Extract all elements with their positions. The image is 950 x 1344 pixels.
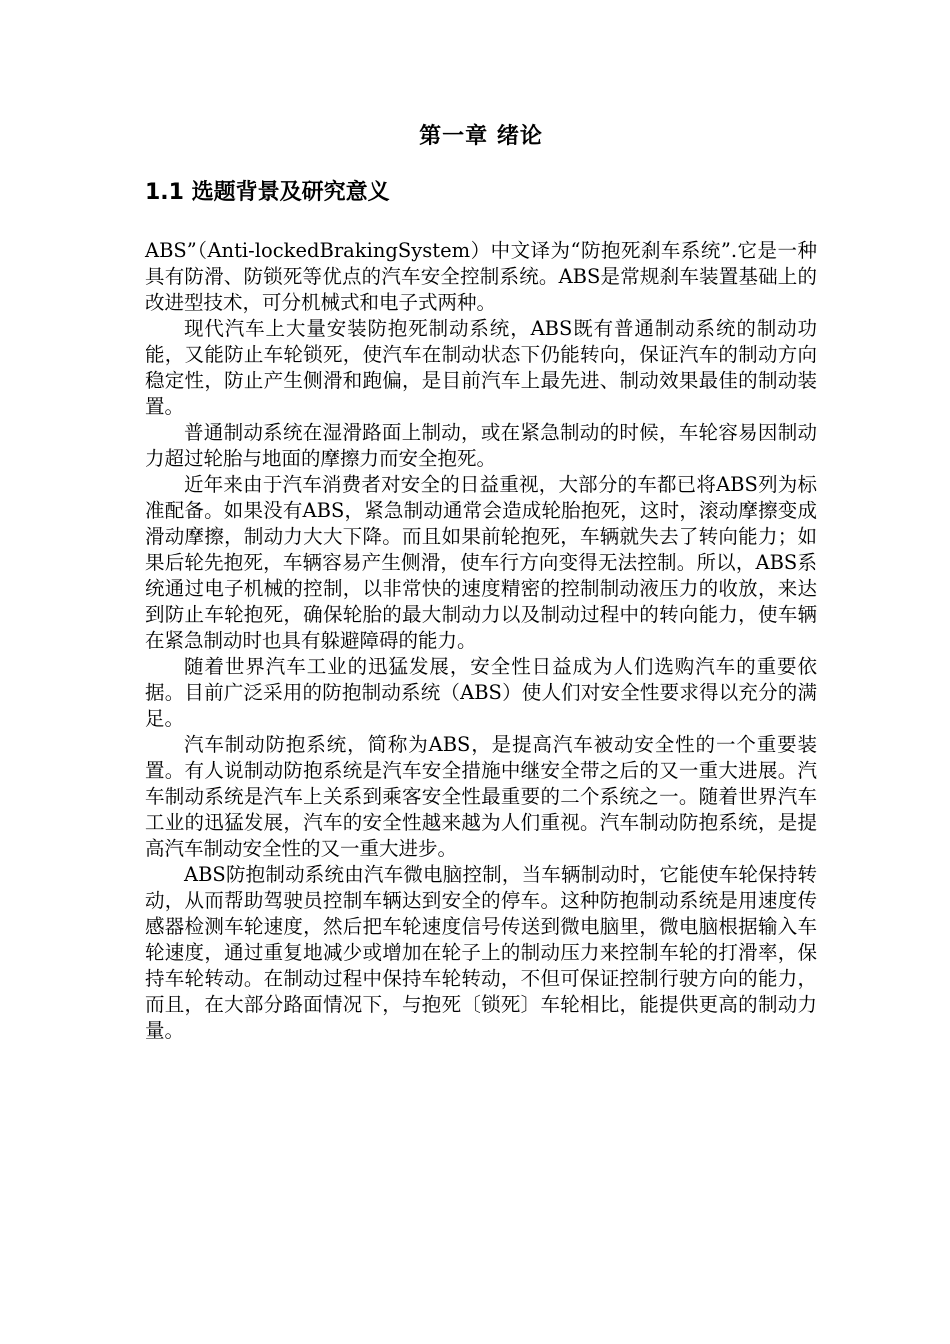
paragraph-normal-braking: 普通制动系统在湿滑路面上制动，或在紧急制动的时候，车轮容易因制动力超过轮胎与地面的摩擦力而安全抱死。 xyxy=(145,421,817,470)
document-page xyxy=(145,120,817,1044)
section-title: 1.1 选题背景及研究意义 xyxy=(145,180,390,205)
paragraph-modern-vehicles: 现代汽车上大量安装防抱死制动系统，ABS既有普通制动系统的制动功能，又能防止车轮锁死，使汽车在制动状态下仍能转向，保证汽车的制动方向稳定性，防止产生侧滑和跑偏，是目前汽车上最先进、制动效果最佳的制动装置。 xyxy=(145,317,817,418)
paragraph-abs-operation: ABS防抱制动系统由汽车微电脑控制，当车辆制动时，它能使车轮保持转动，从而帮助驾驶员控制车辆达到安全的停车。这种防抱制动系统是用速度传感器检测车轮速度，然后把车轮速度信号传送到微电脑里，微电脑根据输入车轮速度，通过重复地减少或增加在轮子上的制动压力来控制车轮的打滑率，保持车轮转动。在制动过程中保持车轮转动，不但可保证控制行驶方向的能力，而且，在大部分路面情况下，与抱死〔锁死〕车轮相比，能提供更高的制动力量。 xyxy=(145,863,817,1042)
paragraph-recent-years: 近年来由于汽车消费者对安全的日益重视，大部分的车都已将ABS列为标准配备。如果没有ABS，紧急制动通常会造成轮胎抱死，这时，滚动摩擦变成滑动摩擦，制动力大大下降。而且如果前轮抱死，车辆就失去了转向能力；如果后轮先抱死，车辆容易产生侧滑，使车行方向变得无法控制。所以，ABS系统通过电子机械的控制，以非常快的速度精密的控制制动液压力的收放，来达到防止车轮抱死，确保轮胎的最大制动力以及制动过程中的转向能力，使车辆在紧急制动时也具有躲避障碍的能力。 xyxy=(145,473,817,652)
paragraph-abs-definition: ABS”（Anti-lockedBrakingSystem）中文译为“防抱死刹车系统”.它是一种具有防滑、防锁死等优点的汽车安全控制系统。ABS是常规刹车装置基础上的改进型技术，可分机械式和电子式两种。 xyxy=(145,239,817,314)
paragraph-abs-importance: 汽车制动防抱系统，简称为ABS，是提高汽车被动安全性的一个重要装置。有人说制动防抱系统是汽车安全措施中继安全带之后的又一重大进展。汽车制动系统是汽车上关系到乘客安全性最重要的二个系统之一。随着世界汽车工业的迅猛发展，汽车的安全性越来越为人们重视。汽车制动防抱系统，是提高汽车制动安全性的又一重大进步。 xyxy=(145,733,817,860)
paragraph-industry-development: 随着世界汽车工业的迅猛发展，安全性日益成为人们选购汽车的重要依据。目前广泛采用的防抱制动系统（ABS）使人们对安全性要求得以充分的满足。 xyxy=(145,655,817,730)
chapter-title: 第一章 绪论 xyxy=(419,124,543,149)
